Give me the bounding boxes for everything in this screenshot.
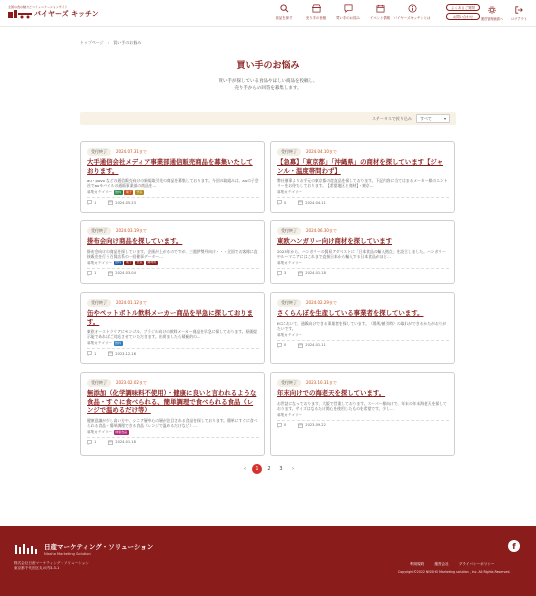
reply-count: 3: [284, 271, 287, 276]
site-tagline: 全国の食の魅力とコミュニケーションサイト: [8, 5, 68, 9]
card-category-row: [277, 413, 302, 418]
concern-card[interactable]: [270, 292, 455, 364]
info-icon: [408, 4, 417, 13]
company-logo-icon: [14, 543, 40, 555]
card-meta: [87, 271, 136, 276]
status-filter-bar: [80, 112, 456, 125]
calendar-icon: [298, 423, 303, 428]
card-header: [277, 379, 337, 387]
concern-card[interactable]: [270, 220, 455, 284]
admin-gear-icon: [488, 6, 496, 14]
breadcrumb: [80, 40, 141, 46]
deadline-date: 2024.07.31まで: [116, 149, 147, 154]
card-divider: [87, 437, 259, 438]
card-divider: [87, 348, 259, 349]
category-label: 募集カテゴリー: [277, 190, 303, 195]
reply-count-icon: [277, 271, 282, 276]
calendar-icon: [108, 440, 113, 445]
posted-date: 2024.01.18: [305, 271, 326, 276]
card-title[interactable]: 【急募】「東京都」「沖縄県」の商材を探しています【ジャンル・温度帯問わず】: [277, 158, 444, 175]
main-nav: [270, 4, 430, 20]
card-divider: [277, 340, 449, 341]
footer-link-terms[interactable]: 利用規約: [410, 562, 425, 566]
card-description: 掛布会向けの商品を探しています。企画が上がるのですが、三越伊勢丹向け・・・全国でお客様に直接販売を行う百貨店系の一回催事データー…: [87, 248, 258, 259]
reply-count-icon: [87, 440, 92, 445]
concern-card[interactable]: [80, 372, 265, 456]
posted-date: 2024.04.11: [305, 200, 326, 205]
card-title[interactable]: 無添加（化学調味料不使用）・健康に良いと言われるような食品・すぐに食べられる、簡単調理で食べられる食品（レンジで温めるだけ等）: [87, 389, 257, 415]
nav-label: 食品を探す: [275, 16, 293, 20]
store-icon: [312, 4, 321, 13]
card-header: [87, 148, 147, 156]
concern-card[interactable]: [270, 141, 455, 213]
card-meta: [87, 200, 136, 205]
card-description: 弊社催事よりお手元の東京都の産直品を探しております。下記内容に当てはまるメーカー様のエントリーをお待ちしております。【希望地区と商材】・東京…: [277, 178, 448, 189]
card-category-row: [87, 261, 158, 266]
category-label: 募集カテゴリー: [277, 332, 303, 337]
card-header: [277, 299, 337, 307]
card-title[interactable]: 掛布会向け商品を探しています。: [87, 237, 183, 245]
concern-card[interactable]: [80, 220, 265, 284]
footer-link-company[interactable]: 運営会社: [434, 562, 449, 566]
page-title: 買い手のお悩み: [236, 61, 300, 71]
category-tag: 菓子: [125, 260, 132, 265]
logout-link[interactable]: [509, 6, 529, 21]
nav-item-about[interactable]: [393, 4, 431, 20]
card-description: 2023年から、ハンガリーの貿易アダベストに「日本食品の輸入拠点」を設立しました。ハンガリーやルーマニアにはこれまで直接日本から輸入する日本食品がほと…: [277, 248, 446, 259]
calendar-icon: [108, 351, 113, 356]
card-divider: [87, 197, 259, 198]
category-label: 募集カテゴリー: [87, 260, 113, 265]
reply-count-icon: [87, 271, 92, 276]
reply-count: 1: [94, 351, 97, 356]
pagination: [240, 464, 300, 474]
card-category-row: [87, 190, 144, 195]
category-label: 募集カテゴリー: [87, 190, 113, 195]
category-label: 募集カテゴリー: [277, 412, 303, 417]
category-label: 募集カテゴリー: [87, 429, 113, 434]
calendar-icon: [298, 343, 303, 348]
reply-count: 1: [94, 440, 97, 445]
nav-item-search-food[interactable]: [270, 4, 298, 20]
card-divider: [277, 268, 449, 269]
site-logo[interactable]: [8, 5, 99, 19]
calendar-icon: [108, 200, 113, 205]
deadline-date: 2024.06.30まで: [306, 228, 337, 233]
posted-date: 2024.01.18: [115, 440, 136, 445]
concern-card[interactable]: [80, 141, 265, 213]
faq-button[interactable]: よくあるご質問: [446, 4, 480, 11]
reply-count-icon: [277, 423, 282, 428]
deadline-date: 2024.04.10まで: [306, 149, 337, 154]
card-title[interactable]: 缶やペットボトル飲料メーカー商品を早急に探しております。: [87, 309, 254, 326]
concern-card[interactable]: [80, 292, 265, 364]
card-meta: [277, 271, 326, 276]
status-badge: 受付終了: [87, 227, 111, 235]
contact-button[interactable]: お問い合わせ: [446, 13, 480, 20]
status-badge: 受付終了: [277, 379, 301, 387]
category-tag: 飲料: [115, 260, 122, 265]
reply-count: 0: [284, 423, 287, 428]
status-badge: 受付終了: [277, 299, 301, 307]
nav-label: 売り手の皆様: [305, 16, 327, 20]
card-category-row: [87, 430, 129, 435]
card-meta: [87, 440, 136, 445]
category-tag: 飲料: [115, 189, 122, 194]
facebook-icon[interactable]: f: [508, 540, 520, 552]
copyright: Copyright©2022 NISSHO Marketing solution , Inc. All Rights Reserved.: [398, 570, 511, 574]
footer-address: [14, 561, 89, 571]
page-desc-line: 売り手からの回答を募集します。: [234, 86, 302, 91]
site-name: バイヤーズ キッチン: [34, 10, 99, 18]
reply-count-icon: [87, 351, 92, 356]
card-meta: [277, 200, 326, 205]
card-header: [87, 379, 147, 387]
card-meta: [277, 343, 326, 348]
nav-item-buyer-concerns[interactable]: [334, 4, 362, 20]
category-tag: 菓子: [125, 189, 132, 194]
card-meta: [87, 351, 136, 356]
site-header: [0, 0, 536, 27]
category-tag: 調味料: [147, 260, 157, 265]
category-label: 募集カテゴリー: [277, 260, 303, 265]
nav-item-sellers[interactable]: [302, 4, 330, 20]
status-badge: 受付終了: [277, 148, 301, 156]
breadcrumb-separator: ›: [107, 40, 110, 45]
nav-label: バイヤーズキッチンとは: [393, 16, 431, 20]
pagination-page-2[interactable]: 2: [267, 466, 271, 472]
calendar-icon: [298, 271, 303, 276]
reply-count: 0: [284, 343, 287, 348]
status-filter-label: ステータスで絞り込み: [372, 116, 412, 121]
card-category-row: [277, 190, 302, 195]
posted-date: 2023.09.22: [305, 423, 326, 428]
status-badge: 受付終了: [277, 227, 301, 235]
posted-date: 2024.03.04: [115, 271, 136, 276]
search-icon: [280, 4, 289, 13]
status-filter-select[interactable]: [416, 114, 450, 123]
card-category-row: [277, 261, 302, 266]
card-title[interactable]: 大手通信会社メディア事業部通信販売商品を募集いたしております。: [87, 158, 253, 175]
deadline-date: 2023.02.02まで: [116, 380, 147, 385]
card-divider: [277, 420, 449, 421]
footer-brand-name: 日産マーケティング・ソリューション: [44, 543, 154, 551]
card-header: [277, 148, 337, 156]
status-badge: 受付終了: [87, 299, 111, 307]
pagination-prev[interactable]: ‹: [244, 466, 246, 472]
admin-label: 運営管理画面へ: [480, 17, 504, 21]
card-description: au・povo などの通信販売向けの新規取引先の商品を募集しております。今回の取組みは、auの子会社でauモバイルの通販事業部の商品を…: [87, 178, 259, 189]
footer-company: 株式会社日産マーケティング・ソリューション: [14, 561, 89, 565]
status-filter-value: すべて: [420, 116, 432, 121]
logout-icon: [515, 6, 523, 14]
kitchen-logo-icon: [8, 9, 32, 19]
footer-logo[interactable]: [14, 542, 153, 556]
card-header: [277, 227, 337, 235]
nav-label: 買い手のお悩み: [336, 16, 360, 20]
nav-label: イベント情報: [369, 16, 391, 20]
chat-icon: [344, 4, 353, 13]
deadline-date: 2024.03.19まで: [116, 228, 147, 233]
card-title[interactable]: 東欧ハンガリー向け商材を探しています: [277, 237, 393, 245]
reply-count-icon: [277, 343, 282, 348]
footer-brand-sub: Nissho Marketing Solution: [44, 552, 91, 556]
status-badge: 受付終了: [87, 148, 111, 156]
card-description: お世話になっております、大阪で営業しております。スーパー様向けで、年末の年末海老天を探しております。サイズはなるたけ関心を使用したものを希望です。少し…: [277, 400, 447, 411]
pagination-page-1[interactable]: 1: [252, 464, 262, 474]
calendar-icon: [108, 271, 113, 276]
pagination-page-3[interactable]: 3: [279, 466, 283, 472]
card-title[interactable]: 年末向けでの海老天を探しています。: [277, 389, 386, 397]
status-badge: 受付終了: [87, 379, 111, 387]
category-tag: 健康食品: [115, 429, 128, 434]
reply-count: 0: [284, 200, 287, 205]
chevron-down-icon: ▾: [443, 116, 446, 121]
reply-count: 1: [94, 200, 97, 205]
card-header: [87, 227, 147, 235]
nav-item-events[interactable]: [366, 4, 394, 20]
card-header: [87, 299, 147, 307]
category-tag: 惣菜: [136, 189, 143, 194]
pagination-next[interactable]: ›: [292, 466, 294, 472]
posted-date: 2023.12.18: [115, 351, 136, 356]
admin-link[interactable]: [482, 6, 502, 21]
card-description: ECにおいて、通販向けできる事業者を探しています。（場所/値引時）の取れができるかたがおりがたいです。: [277, 320, 447, 331]
concern-card[interactable]: [270, 372, 455, 456]
deadline-date: 2024.01.12まで: [116, 300, 147, 305]
posted-date: 2024.01.11: [305, 343, 326, 348]
card-category-row: [277, 333, 302, 338]
reply-count: 1: [94, 271, 97, 276]
footer-links: [400, 562, 495, 567]
card-description: 健康意識が少し高い方や、シニア層中心の層が注目される食品を探しております。簡単にすぐに食べられる食品・簡単調理できる食品（レンジで温めるだけなど）…: [87, 417, 258, 428]
category-tag: 惣菜: [136, 260, 143, 265]
calendar-icon: [298, 200, 303, 205]
footer-address-line: 東京都千代田区丸の内3-3-1: [14, 566, 60, 570]
category-tag: 飲料: [115, 340, 122, 345]
header-buttons: [446, 4, 480, 22]
card-divider: [277, 197, 449, 198]
deadline-date: 2024.02.29まで: [306, 300, 337, 305]
card-meta: [277, 423, 326, 428]
reply-count-icon: [277, 200, 282, 205]
card-title[interactable]: さくらんぼを生産している事業者を探しています。: [277, 309, 424, 317]
card-divider: [87, 268, 259, 269]
logout-label: ログアウト: [511, 17, 527, 21]
calendar-icon: [376, 4, 385, 13]
deadline-date: 2023.10.31まで: [306, 380, 337, 385]
breadcrumb-home[interactable]: トップページ: [80, 40, 104, 45]
reply-count-icon: [87, 200, 92, 205]
card-description: 東欧オーストラリアにモンゴル、ブラジル向けの飲料メーカー商品を早急に探しております。原価提示能であればご対応させていただきます。出荷ましたら積極的の…: [87, 329, 257, 340]
page-desc-line: 買い手が探している食品やほしい商品を投稿し、: [218, 79, 318, 84]
posted-date: 2024.05.23: [115, 200, 136, 205]
breadcrumb-current: 買い手のお悩み: [113, 40, 142, 45]
card-category-row: [87, 341, 123, 346]
footer-link-privacy[interactable]: プライバシーポリシー: [458, 562, 495, 566]
category-label: 募集カテゴリー: [87, 341, 113, 346]
page-description: [0, 78, 536, 92]
